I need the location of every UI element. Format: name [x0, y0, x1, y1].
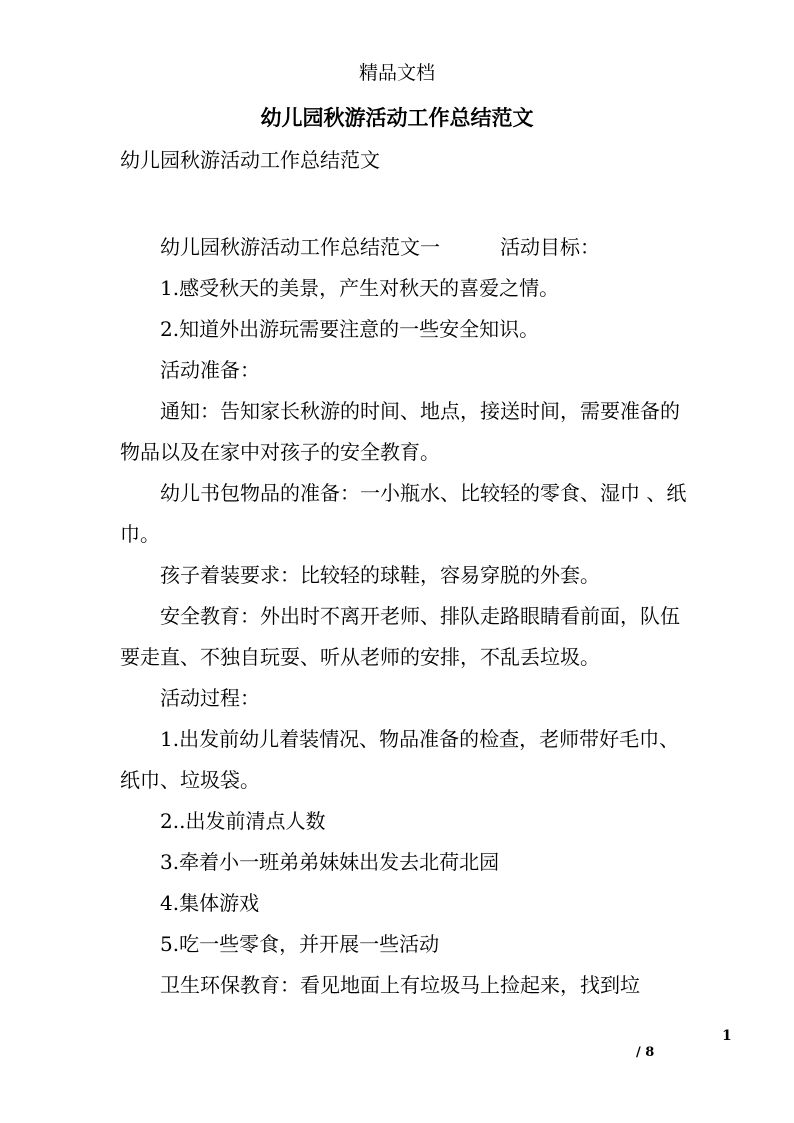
- paragraph-step-3: 3.牵着小一班弟弟妹妹出发去北荷北园: [160, 850, 500, 874]
- document-title: 幼儿园秋游活动工作总结范文: [260, 105, 534, 130]
- document-subtitle: 幼儿园秋游活动工作总结范文: [120, 148, 380, 172]
- paragraph-goal-2: 2.知道外出游玩需要注意的一些安全知识。: [160, 317, 540, 341]
- paragraph-backpack: 幼儿书包物品的准备：一小瓶水、比较轻的零食、湿巾 、纸巾。: [120, 481, 687, 546]
- document-body: [120, 227, 690, 1006]
- paragraph-section-heading: 幼儿园秋游活动工作总结范文一 活动目标：: [160, 235, 600, 259]
- page-header: 精品文档: [358, 62, 435, 84]
- paragraph-notice: 通知：告知家长秋游的时间、地点，接送时间，需要准备的物品以及在家中对孩子的安全教育。: [120, 399, 680, 464]
- paragraph-process-heading: 活动过程：: [160, 686, 260, 710]
- paragraph-step-1: 1.出发前幼儿着装情况、物品准备的检查，老师带好毛巾、纸巾、垃圾袋。: [120, 727, 680, 792]
- page-total: / 8: [636, 1045, 655, 1060]
- page-number: 1: [722, 1028, 732, 1044]
- paragraph-step-5: 5.吃一些零食，并开展一些活动: [160, 932, 440, 956]
- paragraph-goal-1: 1.感受秋天的美景，产生对秋天的喜爱之情。: [160, 276, 560, 300]
- paragraph-step-4: 4.集体游戏: [160, 891, 260, 915]
- paragraph-hygiene: 卫生环保教育：看见地面上有垃圾马上捡起来，找到垃: [160, 973, 640, 997]
- paragraph-clothing: 孩子着装要求：比较轻的球鞋，容易穿脱的外套。: [160, 563, 600, 587]
- paragraph-preparation-heading: 活动准备：: [160, 358, 260, 382]
- paragraph-step-2: 2..出发前清点人数: [160, 809, 326, 833]
- paragraph-safety: 安全教育：外出时不离开老师、排队走路眼睛看前面，队伍要走直、不独自玩耍、听从老师的安排，不乱丢垃圾。: [120, 604, 680, 669]
